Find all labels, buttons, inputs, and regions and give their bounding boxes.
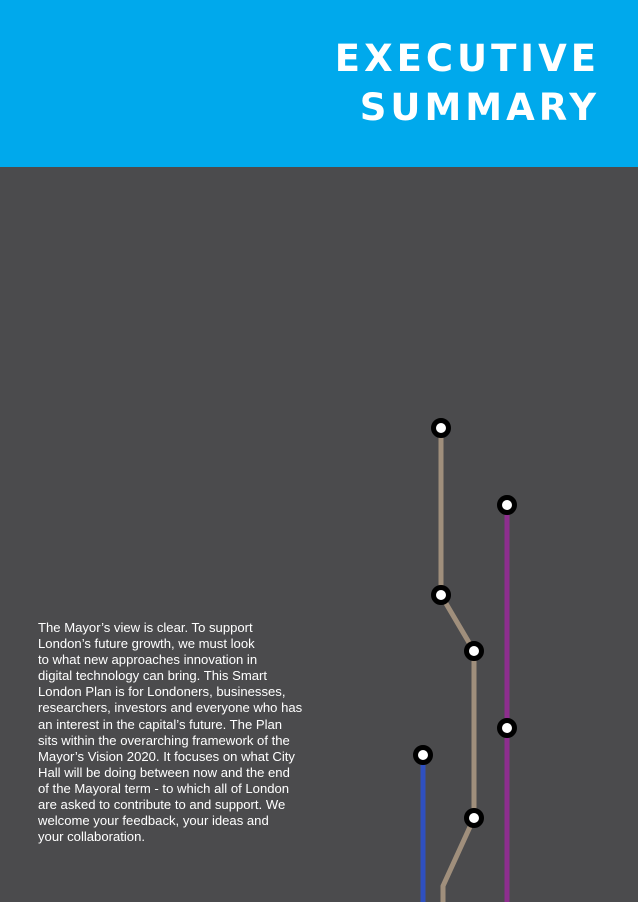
summary-line: your collaboration. xyxy=(38,829,145,845)
station-icon xyxy=(416,748,431,763)
title-line-2: SUMMARY xyxy=(359,86,600,129)
summary-line: of the Mayoral term - to which all of London xyxy=(38,780,290,796)
summary-line: The Mayor’s view is clear. To support xyxy=(38,620,253,635)
title-line-1: EXECUTIVE xyxy=(334,37,600,80)
summary-line: welcome your feedback, your ideas and xyxy=(38,813,269,829)
station-icon xyxy=(467,811,482,826)
summary-line: London Plan is for Londoners, businesses, xyxy=(38,684,286,700)
summary-line: to what new approaches innovation in xyxy=(38,652,258,668)
station-icon xyxy=(500,498,515,513)
summary-line: researchers, investors and everyone who has xyxy=(38,700,303,716)
station-icon xyxy=(434,588,449,603)
summary-line: are asked to contribute to and support. We xyxy=(38,797,286,813)
station-icon xyxy=(467,644,482,659)
summary-line: an interest in the capital’s future. The Plan xyxy=(38,716,283,732)
summary-line: digital technology can bring. This Smart xyxy=(38,668,268,684)
station-icon xyxy=(500,721,515,736)
summary-line: London’s future growth, we must look xyxy=(38,636,255,652)
summary-line: Mayor’s Vision 2020. It focuses on what City xyxy=(38,748,295,764)
summary-line: sits within the overarching framework of the xyxy=(38,732,290,748)
beige-line xyxy=(441,428,474,902)
summary-line: Hall will be doing between now and the end xyxy=(38,764,290,780)
station-icon xyxy=(434,421,449,436)
